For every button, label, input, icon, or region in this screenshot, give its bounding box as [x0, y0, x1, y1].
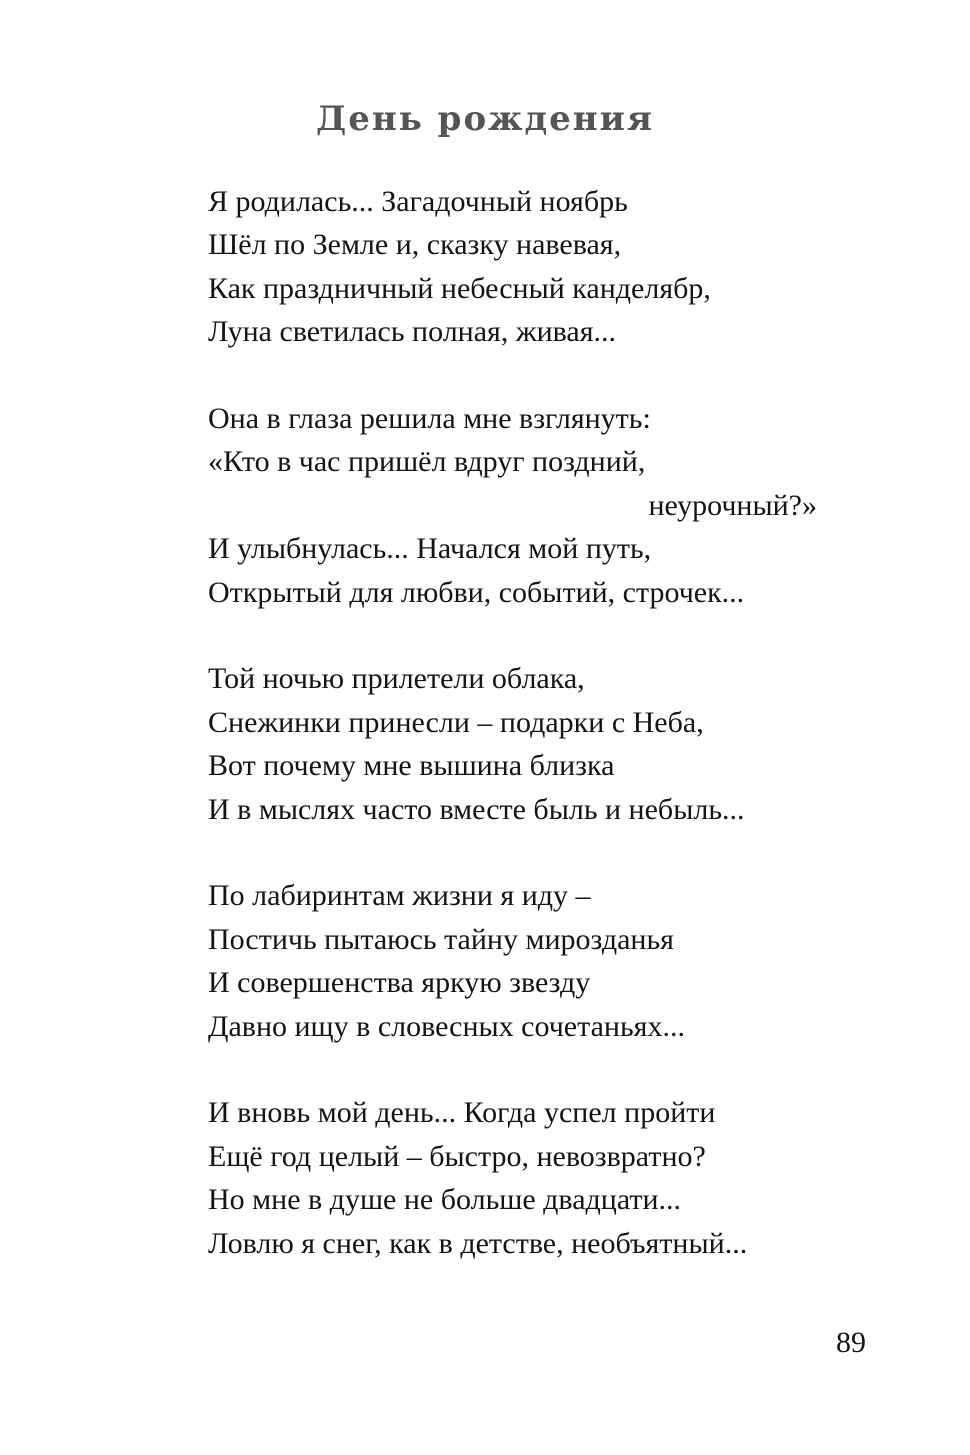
stanza-2 [208, 397, 818, 614]
poem-line: И в мыслях часто вместе быль и небыль... [208, 792, 745, 826]
poem-line: Снежинки принесли – подарки с Неба, [208, 705, 704, 739]
poem-line: «Кто в час пришёл вдруг поздний, [208, 445, 646, 479]
poem-line: Она в глаза решила мне взглянуть: [208, 402, 651, 436]
poem-line: Открытый для любви, событий, строчек... [208, 575, 745, 609]
poem-line: Той ночью прилетели облака, [208, 662, 585, 696]
poem-line: Шёл по Земле и, сказку навевая, [208, 228, 622, 262]
poem-line: По лабиринтам жизни я иду – [208, 879, 591, 913]
poem-line: Луна светилась полная, живая... [208, 315, 617, 349]
stanza-3 [208, 657, 818, 831]
poem-line: Вот почему мне вышина близка [208, 749, 615, 783]
poem-line: И улыбнулась... Начался мой путь, [208, 532, 652, 566]
stanza-5 [208, 1091, 818, 1265]
poem-line: Как праздничный небесный канделябр, [208, 271, 711, 305]
poem-line: Постичь пытаюсь тайну мирозданья [208, 922, 674, 956]
poem-title: День рождения [316, 99, 654, 139]
poem-line: Я родилась... Загадочный ноябрь [208, 185, 628, 218]
poem-body [208, 180, 818, 1308]
poem-line: И совершенства яркую звезду [208, 966, 591, 1000]
poem-line-continuation: неурочный?» [648, 488, 817, 522]
stanza-1 [208, 180, 818, 354]
poem-line: Ловлю я снег, как в детстве, необъятный... [208, 1226, 748, 1260]
stanza-4 [208, 874, 818, 1048]
poem-line: Но мне в душе не больше двадцати... [208, 1183, 682, 1217]
poem-line: Давно ищу в словесных сочетаньях... [208, 1009, 685, 1043]
page-number: 89 [836, 1326, 866, 1359]
poem-line: И вновь мой день... Когда успел пройти [208, 1096, 716, 1130]
poem-line: Ещё год целый – быстро, невозвратно? [208, 1139, 706, 1173]
